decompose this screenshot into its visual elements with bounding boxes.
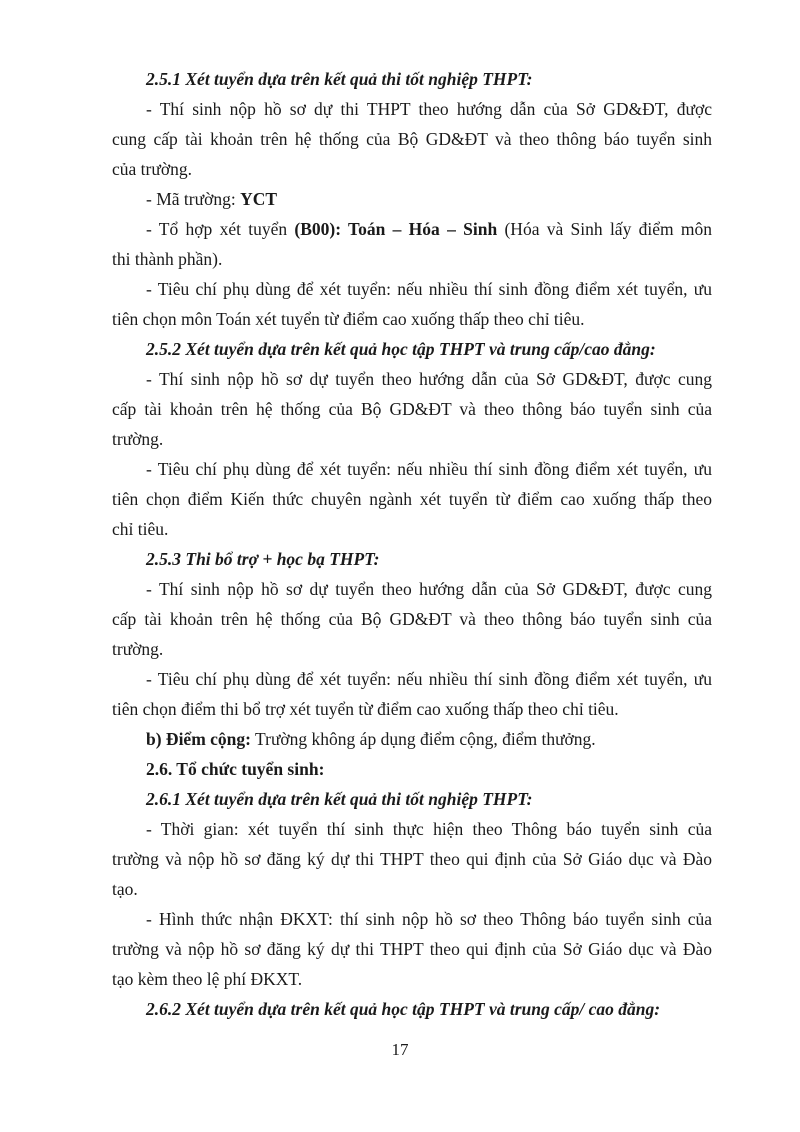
paragraph-line: chỉ tiêu. bbox=[112, 519, 169, 539]
paragraph-line: - Thí sinh nộp hồ sơ dự tuyển theo hướng dẫn của Sở GD&ĐT, được cung bbox=[146, 369, 712, 389]
subject-combo-label: - Tổ hợp xét tuyển bbox=[146, 219, 295, 239]
paragraph-line: cung cấp tài khoản trên hệ thống của Bộ GD&ĐT và theo thông báo tuyển sinh bbox=[112, 129, 712, 149]
school-code-line bbox=[146, 187, 746, 211]
heading-2-6: 2.6. Tổ chức tuyển sinh: bbox=[146, 759, 325, 779]
paragraph-line: - Tiêu chí phụ dùng để xét tuyển: nếu nhiều thí sinh đồng điểm xét tuyển, ưu bbox=[146, 279, 712, 299]
page-number: 17 bbox=[391, 1040, 409, 1059]
bonus-points-label: b) Điểm cộng: bbox=[146, 729, 251, 749]
paragraph-line: - Thời gian: xét tuyển thí sinh thực hiện theo Thông báo tuyển sinh của bbox=[146, 819, 712, 839]
paragraph-line: - Thí sinh nộp hồ sơ dự tuyển theo hướng dẫn của Sở GD&ĐT, được cung bbox=[146, 579, 712, 599]
heading-2-5-3: 2.5.3 Thi bổ trợ + học bạ THPT: bbox=[146, 549, 380, 569]
paragraph-line: thi thành phần). bbox=[112, 249, 223, 269]
heading-2-5-2: 2.5.2 Xét tuyển dựa trên kết quả học tập THPT và trung cấp/cao đẳng: bbox=[146, 339, 656, 359]
paragraph-line: của trường. bbox=[112, 159, 192, 179]
paragraph-line: - Hình thức nhận ĐKXT: thí sinh nộp hồ sơ theo Thông báo tuyển sinh của bbox=[146, 909, 712, 929]
heading-2-5-1: 2.5.1 Xét tuyển dựa trên kết quả thi tốt nghiệp THPT: bbox=[146, 69, 533, 89]
paragraph-line: trường và nộp hồ sơ đăng ký dự thi THPT theo qui định của Sở Giáo dục và Đào bbox=[112, 939, 712, 959]
paragraph-line: - Tiêu chí phụ dùng để xét tuyển: nếu nhiều thí sinh đồng điểm xét tuyển, ưu bbox=[146, 459, 712, 479]
paragraph-line: tạo kèm theo lệ phí ĐKXT. bbox=[112, 969, 303, 989]
paragraph-line: - Thí sinh nộp hồ sơ dự thi THPT theo hướng dẫn của Sở GD&ĐT, được bbox=[146, 99, 712, 119]
subject-combo-note: (Hóa và Sinh lấy điểm môn bbox=[497, 219, 713, 239]
school-code-value: YCT bbox=[240, 189, 278, 209]
subject-combo-value: (B00): Toán – Hóa – Sinh bbox=[294, 219, 498, 239]
paragraph-line: cấp tài khoản trên hệ thống của Bộ GD&ĐT và theo thông báo tuyển sinh của bbox=[112, 399, 712, 419]
paragraph-line: cấp tài khoản trên hệ thống của Bộ GD&ĐT và theo thông báo tuyển sinh của bbox=[112, 609, 712, 629]
school-code-label: - Mã trường: bbox=[146, 189, 241, 209]
bonus-points-line bbox=[146, 727, 746, 751]
bonus-points-text: Trường không áp dụng điểm cộng, điểm thưởng. bbox=[250, 729, 596, 749]
paragraph-line: trường. bbox=[112, 639, 164, 659]
heading-2-6-2: 2.6.2 Xét tuyển dựa trên kết quả học tập THPT và trung cấp/ cao đẳng: bbox=[146, 999, 661, 1019]
paragraph-line: tiên chọn điểm Kiến thức chuyên ngành xét tuyển từ điểm cao xuống thấp theo bbox=[112, 489, 712, 509]
paragraph-line: tạo. bbox=[112, 879, 138, 899]
heading-2-6-1: 2.6.1 Xét tuyển dựa trên kết quả thi tốt nghiệp THPT: bbox=[146, 789, 533, 809]
paragraph-line: trường. bbox=[112, 429, 164, 449]
paragraph-line: tiên chọn môn Toán xét tuyển từ điểm cao xuống thấp theo chỉ tiêu. bbox=[112, 309, 585, 329]
paragraph-line: trường và nộp hồ sơ đăng ký dự thi THPT theo qui định của Sở Giáo dục và Đào bbox=[112, 849, 712, 869]
paragraph-line: - Tiêu chí phụ dùng để xét tuyển: nếu nhiều thí sinh đồng điểm xét tuyển, ưu bbox=[146, 669, 712, 689]
subject-combo-line bbox=[146, 217, 712, 241]
paragraph-line: tiên chọn điểm thi bổ trợ xét tuyển từ điểm cao xuống thấp theo chỉ tiêu. bbox=[112, 699, 619, 719]
